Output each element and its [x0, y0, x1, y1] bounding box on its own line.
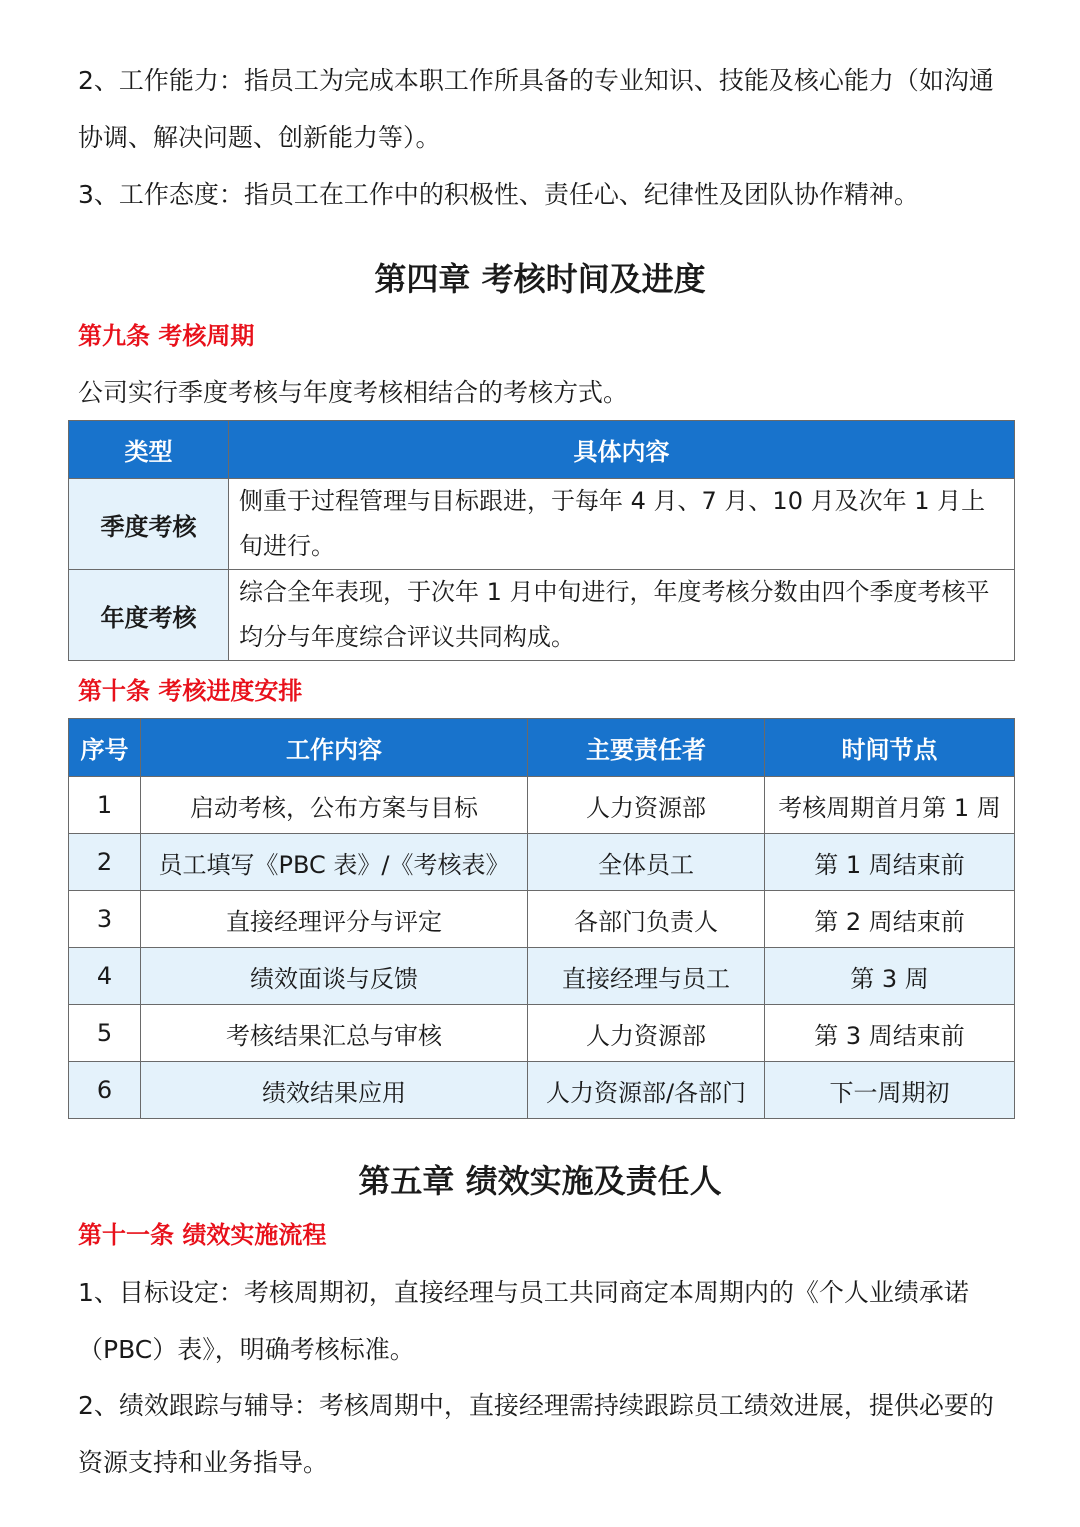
chapter-4-title: 第四章 考核时间及进度 [374, 260, 706, 298]
table-header-row [69, 421, 1015, 479]
row-time: 第 1 周结束前 [765, 834, 1015, 891]
header-type: 类型 [69, 421, 229, 479]
chapter-5-title: 第五章 绩效实施及责任人 [358, 1162, 722, 1200]
row-task: 考核结果汇总与审核 [141, 1005, 528, 1062]
header-no: 序号 [69, 719, 141, 777]
row-no: 5 [69, 1005, 141, 1062]
table-row [69, 1062, 1015, 1119]
row-no: 1 [69, 777, 141, 834]
header-owner: 主要责任者 [528, 719, 765, 777]
row-no: 2 [69, 834, 141, 891]
schedule-table [68, 718, 1015, 1119]
article-10-heading: 第十条 考核进度安排 [78, 677, 303, 705]
row-time: 第 3 周 [765, 948, 1015, 1005]
cycle-type-cell: 季度考核 [69, 479, 229, 570]
cycle-type-cell: 年度考核 [69, 570, 229, 661]
article-11-heading: 第十一条 绩效实施流程 [78, 1221, 327, 1249]
row-no: 4 [69, 948, 141, 1005]
row-no: 3 [69, 891, 141, 948]
table-header-row [69, 719, 1015, 777]
row-time: 下一周期初 [765, 1062, 1015, 1119]
table-row [69, 948, 1015, 1005]
table-row [69, 1005, 1015, 1062]
row-no: 6 [69, 1062, 141, 1119]
row-owner: 人力资源部 [528, 1005, 765, 1062]
row-time: 第 2 周结束前 [765, 891, 1015, 948]
article-9-heading: 第九条 考核周期 [78, 322, 255, 350]
table-row [69, 834, 1015, 891]
cycle-content-cell: 侧重于过程管理与目标跟进，于每年 4 月、7 月、10 月及次年 1 月上旬进行。 [229, 479, 1015, 570]
row-time: 考核周期首月第 1 周 [765, 777, 1015, 834]
table-row [69, 570, 1015, 661]
row-owner: 人力资源部 [528, 777, 765, 834]
table-row [69, 891, 1015, 948]
row-task: 员工填写《PBC 表》/《考核表》 [141, 834, 528, 891]
table-row [69, 479, 1015, 570]
work-ability-paragraph: 2、工作能力：指员工为完成本职工作所具备的专业知识、技能及核心能力（如沟通协调、解决问题、创新能力等）。 [78, 66, 994, 152]
header-time: 时间节点 [765, 719, 1015, 777]
row-task: 启动考核，公布方案与目标 [141, 777, 528, 834]
table-row [69, 777, 1015, 834]
row-owner: 直接经理与员工 [528, 948, 765, 1005]
header-content: 具体内容 [229, 421, 1015, 479]
row-task: 直接经理评分与评定 [141, 891, 528, 948]
row-time: 第 3 周结束前 [765, 1005, 1015, 1062]
header-task: 工作内容 [141, 719, 528, 777]
goal-setting-paragraph: 1、目标设定：考核周期初，直接经理与员工共同商定本周期内的《个人业绩承诺（PBC）表》，明确考核标准。 [78, 1278, 969, 1364]
assessment-cycle-table [68, 420, 1015, 661]
cycle-content-cell: 综合全年表现，于次年 1 月中旬进行，年度考核分数由四个季度考核平均分与年度综合评议共同构成。 [229, 570, 1015, 661]
work-attitude-paragraph: 3、工作态度：指员工在工作中的积极性、责任心、纪律性及团队协作精神。 [78, 180, 919, 209]
row-owner: 各部门负责人 [528, 891, 765, 948]
article-9-text: 公司实行季度考核与年度考核相结合的考核方式。 [78, 378, 629, 407]
performance-tracking-paragraph: 2、绩效跟踪与辅导：考核周期中，直接经理需持续跟踪员工绩效进展，提供必要的资源支持和业务指导。 [78, 1391, 994, 1477]
row-owner: 全体员工 [528, 834, 765, 891]
row-task: 绩效结果应用 [141, 1062, 528, 1119]
row-task: 绩效面谈与反馈 [141, 948, 528, 1005]
row-owner: 人力资源部/各部门 [528, 1062, 765, 1119]
